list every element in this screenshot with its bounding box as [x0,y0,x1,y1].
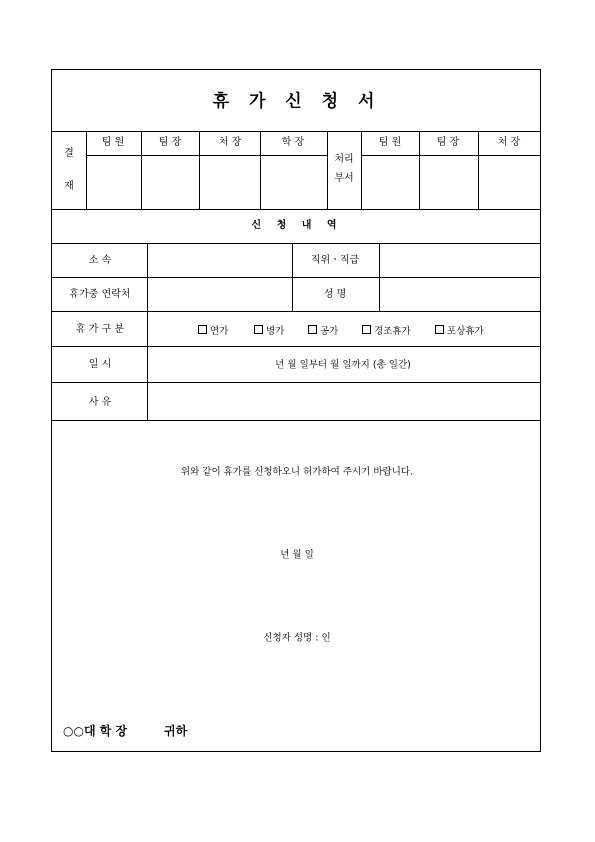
dept-col-team-member: 팀 원 [378,137,402,148]
divider [147,243,148,420]
checkbox[interactable] [308,325,317,334]
leave-type-annual[interactable]: 연가 [198,325,228,337]
divider [419,131,420,209]
divider [361,155,540,156]
divider [52,420,540,421]
approval-col-team-member: 팀 원 [101,137,125,148]
request-sentence: 위와 같이 휴가를 신청하오니 허가하여 주시기 바랍니다. [180,466,414,478]
divider [478,131,479,209]
approval-label-top: 결 [64,148,74,159]
approval-col-dean: 학 장 [281,137,305,148]
dept-col-team-leader: 팀 장 [436,137,460,148]
divider [52,311,540,312]
approval-col-director: 처 장 [218,137,242,148]
leave-type-reward[interactable]: 포상휴가 [435,325,484,337]
divider [199,131,200,209]
applicant-signature: 신청자 성명 : 인 [263,632,331,644]
processing-dept-label-2: 부서 [334,173,354,184]
date-range-field[interactable]: 년 월 일부터 월 일까지 (총 일간) [275,359,411,371]
leave-type-official[interactable]: 공가 [308,325,338,337]
form-title: 휴 가 신 청 서 [212,91,382,112]
date-label: 일 시 [88,359,112,370]
divider [52,209,540,210]
affiliation-label: 소 속 [88,255,112,266]
checkbox[interactable] [254,325,263,334]
approval-col-team-leader: 팀 장 [158,137,182,148]
approval-label-bottom: 재 [64,181,74,192]
divider [52,243,540,244]
contact-label: 휴가중 연락처 [69,289,131,300]
divider [52,346,540,347]
divider [260,131,261,209]
processing-dept-label-1: 처리 [334,154,354,165]
leave-application-form [51,69,541,752]
divider [86,155,327,156]
divider [141,131,142,209]
divider [327,131,328,209]
leave-type-label: 휴 가 구 분 [75,324,125,335]
divider [361,131,362,209]
checkbox[interactable] [435,325,444,334]
checkbox[interactable] [198,325,207,334]
reason-label: 사 유 [88,397,112,408]
divider [52,277,540,278]
divider [86,131,87,209]
checkbox[interactable] [362,325,371,334]
divider [52,382,540,383]
name-label: 성 명 [323,289,347,300]
divider [292,243,293,311]
leave-type-sick[interactable]: 병가 [254,325,284,337]
dept-col-director: 처 장 [497,137,521,148]
addressee-org: ○○대 학 장 [63,724,128,738]
addressee-honorific: 귀하 [164,724,188,738]
leave-type-family-event[interactable]: 경조휴가 [362,325,411,337]
divider [52,131,540,132]
application-date: 년 월 일 [280,549,314,561]
position-label: 직위ㆍ직급 [310,255,360,266]
section-header: 신 청 내 역 [251,220,343,231]
divider [379,243,380,311]
